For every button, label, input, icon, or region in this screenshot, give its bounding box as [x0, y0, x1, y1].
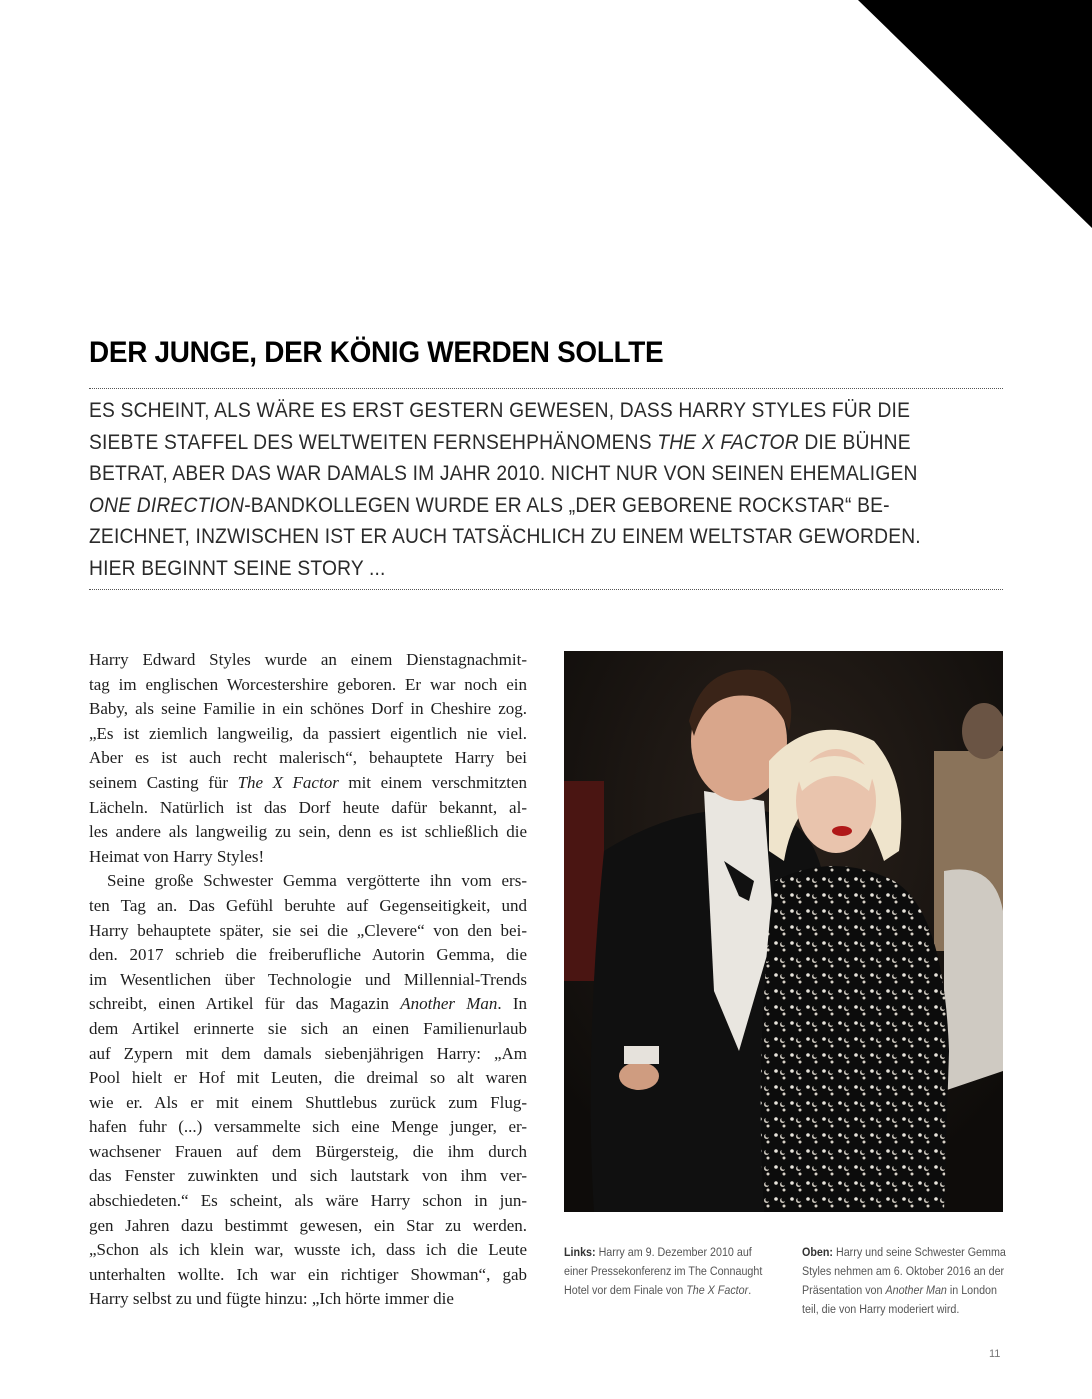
corner-triangle-decoration — [858, 0, 1092, 228]
body-line: Aber es ist auch recht malerisch“, behauptete Harry bei — [89, 748, 527, 768]
body-line: schreibt, einen Artikel für das Magazin Another Man. In — [89, 994, 527, 1014]
body-line: Heimat von Harry Styles! — [89, 846, 265, 866]
intro-line: ZEICHNET, INZWISCHEN IST ER AUCH TATSÄCHLICH ZU EINEM WELTSTAR GEWORDEN. — [89, 524, 921, 548]
body-line: Harry selbst zu und fügte hinzu: „Ich hörte immer die — [89, 1289, 454, 1309]
dotted-divider-top — [89, 388, 1003, 389]
body-line: ten Tag an. Das Gefühl beruhte auf Gegenseitigkeit, und — [89, 895, 527, 915]
photo-icon — [564, 651, 1003, 1212]
page-number: 11 — [989, 1348, 1001, 1360]
body-line: Harry behauptete später, sie sei die „Clevere“ von den bei- — [89, 920, 527, 940]
body-line: Harry Edward Styles wurde an einem Dienstagnachmit- — [89, 650, 527, 669]
body-line: wachsener Frauen auf dem Bürgersteig, die ihm durch — [89, 1141, 527, 1161]
body-line: den. 2017 schrieb die freiberufliche Autorin Gemma, die — [89, 945, 527, 965]
body-line: tag im englischen Worcestershire geboren. Er war noch ein — [89, 674, 527, 694]
caption-left-label: Links: — [564, 1245, 596, 1259]
caption-right-label: Oben: — [802, 1245, 833, 1259]
body-line: Pool hielt er Hof mit Leuten, die dreimal so alt waren — [89, 1068, 527, 1088]
body-line: gen Jahren dazu bestimmt gewesen, ein Star zu werden. — [89, 1215, 527, 1235]
caption-right: Oben: Harry und seine Schwester Gemma Styles nehmen am 6. Oktober 2016 an der Präsentation von Another Man in London teil, die von Harry moderiert wird. — [802, 1245, 1006, 1316]
body-line: les andere als langweilig zu sein, denn es ist schließlich die — [89, 822, 527, 842]
article-headline: DER JUNGE, DER KÖNIG WERDEN SOLLTE — [89, 336, 664, 369]
caption-left: Links: Harry am 9. Dezember 2010 auf einer Pressekonferenz im The Connaught Hotel vor dem Finale von The X Factor. — [564, 1245, 763, 1297]
body-line: seinem Casting für The X Factor mit einem verschmitzten — [89, 772, 528, 792]
body-line: Seine große Schwester Gemma vergötterte ihn vom ers- — [107, 871, 527, 891]
intro-line: SIEBTE STAFFEL DES WELTWEITEN FERNSEHPHÄNOMENS THE X FACTOR DIE BÜHNE — [89, 429, 911, 454]
body-line: das Fenster zuwinkten und sich lautstark von ihm ver- — [89, 1166, 527, 1186]
intro-line: ES SCHEINT, ALS WÄRE ES ERST GESTERN GEWESEN, DASS HARRY STYLES FÜR DIE — [89, 398, 911, 422]
intro-line: HIER BEGINNT SEINE STORY ... — [89, 555, 386, 580]
body-line: „Es ist ziemlich langweilig, da passiert eigentlich nie viel. — [89, 723, 527, 743]
body-line: auf Zypern mit dem damals siebenjährigen Harry: „Am — [89, 1043, 527, 1063]
body-line: Lächeln. Natürlich ist das Dorf heute dafür bekannt, al- — [89, 797, 527, 817]
body-line: hafen fuhr (...) versammelte sich eine Menge junger, er- — [89, 1117, 527, 1137]
article-body — [89, 648, 527, 1312]
article-intro — [89, 395, 1003, 584]
body-line: im Wesentlichen über Technologie und Millennial-Trends — [89, 969, 527, 989]
intro-line: BETRAT, ABER DAS WAR DAMALS IM JAHR 2010. NICHT NUR VON SEINEN EHEMALIGEN — [89, 461, 918, 485]
body-line: Baby, als seine Familie in ein schönes Dorf in Cheshire zog. — [89, 699, 527, 719]
body-line: abschiedeten.“ Es scheint, als wäre Harry schon in jun- — [89, 1191, 527, 1211]
body-line: dem Artikel erinnerte sie sich an einen Familienurlaub — [89, 1018, 527, 1038]
article-photo — [564, 651, 1003, 1212]
body-line: wie er. Als er mit einem Shuttlebus zurück zum Flug- — [89, 1092, 527, 1112]
dotted-divider-bottom — [89, 589, 1003, 590]
body-line: unterhalten wollte. Ich war ein richtiger Showman“, gab — [89, 1264, 527, 1284]
intro-line: ONE DIRECTION-BANDKOLLEGEN WURDE ER ALS „DER GEBORENE ROCKSTAR“ BE- — [89, 492, 890, 517]
body-line: „Schon als ich klein war, wusste ich, dass ich die Leute — [89, 1240, 527, 1260]
